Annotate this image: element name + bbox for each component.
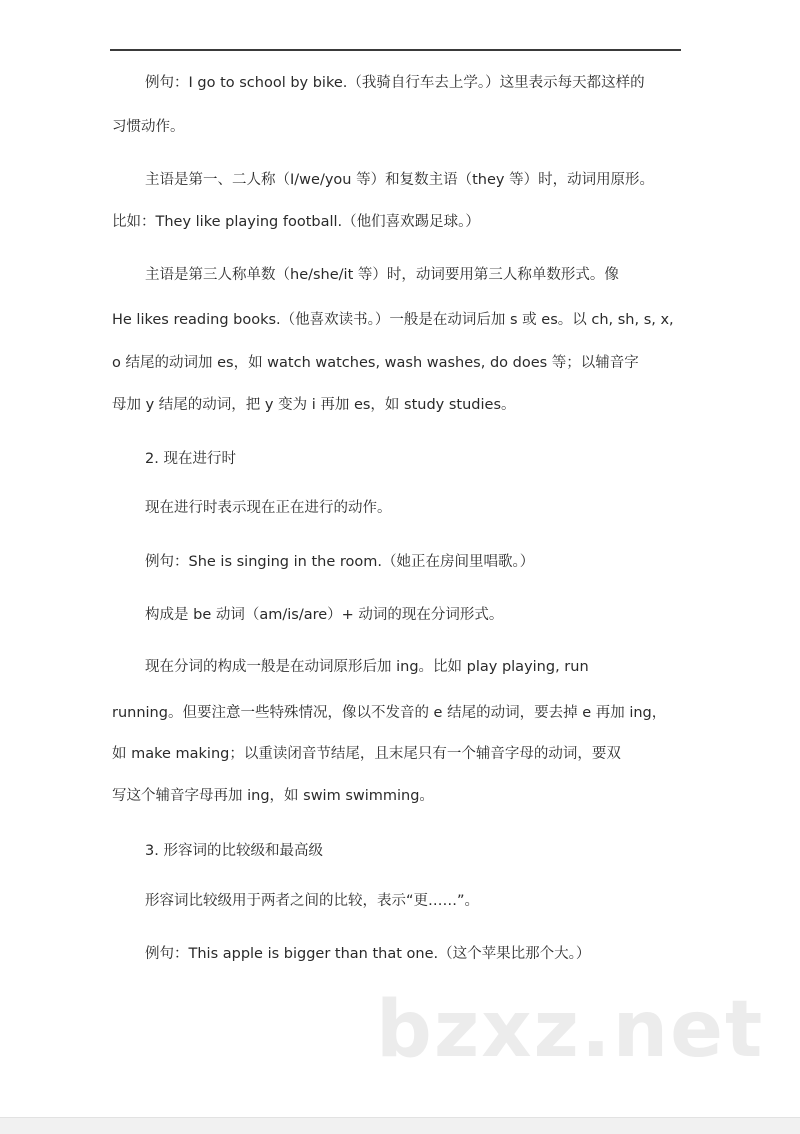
paragraph-line: 主语是第三人称单数（he/she/it 等）时，动词要用第三人称单数形式。像 xyxy=(145,267,619,283)
paragraph-line: 现在分词的构成一般是在动词原形后加 ing。比如 play playing, run xyxy=(145,659,589,675)
paragraph-line: 例句：This apple is bigger than that one.（这个苹果比那个大。） xyxy=(145,946,591,962)
paragraph-line: 写这个辅音字母再加 ing，如 swim swimming。 xyxy=(112,788,434,804)
paragraph-line: 形容词比较级用于两者之间的比较，表示“更……”。 xyxy=(145,893,480,909)
paragraph-line: 现在进行时表示现在正在进行的动作。 xyxy=(145,500,392,516)
page-bottom-bar xyxy=(0,1117,800,1134)
paragraph-line: 例句：I go to school by bike.（我骑自行车去上学。）这里表示每天都这样的 xyxy=(145,75,645,91)
paragraph-line: o 结尾的动词加 es，如 watch watches, wash washes, do does 等；以辅音字 xyxy=(112,355,639,371)
paragraph-line: 构成是 be 动词（am/is/are）+ 动词的现在分词形式。 xyxy=(145,607,504,623)
paragraph-line: 比如：They like playing football.（他们喜欢踢足球。） xyxy=(112,214,480,230)
watermark: bzxz.net xyxy=(376,985,765,1075)
paragraph-line: 母加 y 结尾的动词，把 y 变为 i 再加 es，如 study studies。 xyxy=(112,397,516,413)
section-heading: 3. 形容词的比较级和最高级 xyxy=(145,843,323,859)
paragraph-line: 习惯动作。 xyxy=(112,119,185,135)
paragraph-line: running。但要注意一些特殊情况，像以不发音的 e 结尾的动词，要去掉 e 再加 ing， xyxy=(112,705,667,721)
paragraph-line: 主语是第一、二人称（I/we/you 等）和复数主语（they 等）时，动词用原形。 xyxy=(145,172,655,188)
paragraph-line: 如 make making；以重读闭音节结尾，且末尾只有一个辅音字母的动词，要双 xyxy=(112,746,621,762)
section-heading: 2. 现在进行时 xyxy=(145,451,236,467)
paragraph-line: He likes reading books.（他喜欢读书。）一般是在动词后加 s 或 es。以 ch, sh, s, x, xyxy=(112,312,674,328)
header-rule xyxy=(110,49,681,51)
paragraph-line: 例句：She is singing in the room.（她正在房间里唱歌。） xyxy=(145,554,535,570)
